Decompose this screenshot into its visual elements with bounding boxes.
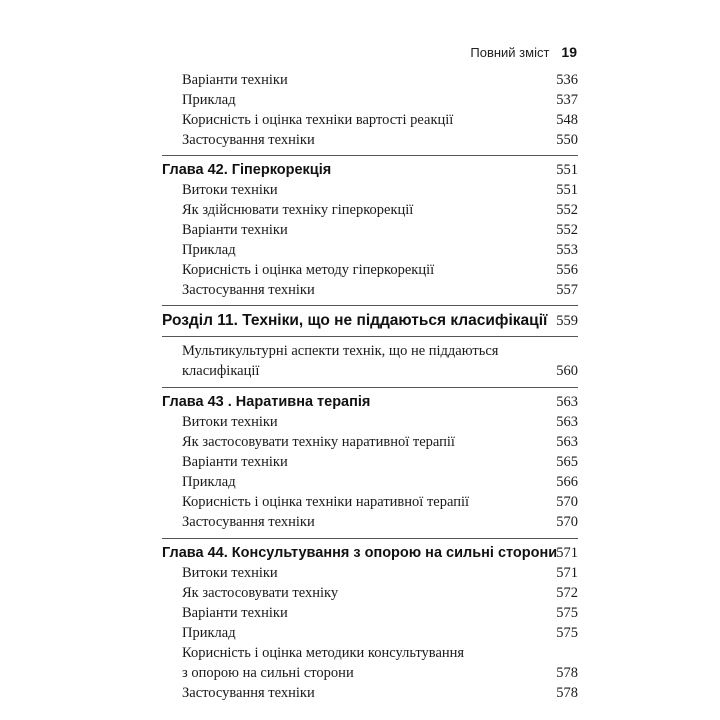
chapter-title: Глава 44. Консультування з опорою на сильні сторони <box>162 545 558 561</box>
chapter-page: 551 <box>556 162 578 178</box>
toc-entry-title: Варіанти техніки <box>182 454 288 470</box>
toc-entry-title: Варіанти техніки <box>182 605 288 621</box>
toc-entry <box>162 643 578 683</box>
toc-entry-page: 578 <box>556 665 578 681</box>
chapter-page: 571 <box>556 545 578 561</box>
chapter-heading <box>162 160 578 180</box>
toc-entry-page: 556 <box>556 262 578 278</box>
toc-entry-title: Приклад <box>182 92 236 108</box>
toc-entry <box>162 452 578 472</box>
toc-entry-title: Застосування техніки <box>182 514 315 530</box>
divider <box>162 538 578 539</box>
toc-entry-title: Корисність і оцінка методу гіперкорекції <box>182 262 435 278</box>
toc-entry <box>162 492 578 512</box>
toc-entry-title-continued: класифікації <box>182 363 260 379</box>
toc-entry-page: 537 <box>556 92 578 108</box>
toc-entry <box>162 603 578 623</box>
toc-entry <box>162 240 578 260</box>
divider <box>162 387 578 388</box>
toc-entry <box>162 412 578 432</box>
toc-entry <box>162 341 578 381</box>
toc-entry <box>162 200 578 220</box>
toc-entry-page: 563 <box>556 414 578 430</box>
toc-entry-title-continued: з опорою на сильні сторони <box>182 665 354 681</box>
toc-entry-title: Як застосовувати техніку <box>182 585 339 601</box>
toc-entry-page: 570 <box>556 494 578 510</box>
toc-entry-title: Застосування техніки <box>182 282 315 298</box>
table-of-contents <box>162 68 578 703</box>
chapter-title: Глава 42. Гіперкорекція <box>162 162 332 178</box>
toc-entry-page: 575 <box>556 605 578 621</box>
toc-entry-page: 552 <box>556 202 578 218</box>
toc-entry-page: 553 <box>556 242 578 258</box>
toc-entry-title: Приклад <box>182 474 236 490</box>
chapter-heading <box>162 392 578 412</box>
toc-entry <box>162 220 578 240</box>
chapter-heading <box>162 543 578 563</box>
toc-entry <box>162 683 578 703</box>
toc-entry <box>162 583 578 603</box>
toc-entry-title: Витоки техніки <box>182 414 278 430</box>
toc-entry-title: Корисність і оцінка методики консультування <box>182 645 465 661</box>
toc-entry-page: 570 <box>556 514 578 530</box>
toc-entry <box>162 512 578 532</box>
toc-entry <box>162 90 578 110</box>
chapter-title: Глава 43 . Наративна терапія <box>162 394 371 410</box>
running-header <box>470 42 577 62</box>
toc-entry-page: 550 <box>556 132 578 148</box>
toc-entry <box>162 472 578 492</box>
toc-entry-page: 552 <box>556 222 578 238</box>
toc-entry-title: Застосування техніки <box>182 685 315 701</box>
toc-entry-title: Варіанти техніки <box>182 72 288 88</box>
toc-entry-title: Корисність і оцінка техніки вартості реакції <box>182 112 454 128</box>
section-heading <box>162 310 578 332</box>
toc-entry-page: 560 <box>556 363 578 379</box>
toc-entry <box>162 260 578 280</box>
divider <box>162 336 578 337</box>
toc-entry-page: 566 <box>556 474 578 490</box>
toc-entry-title: Приклад <box>182 625 236 641</box>
toc-entry <box>162 130 578 150</box>
toc-entry-page: 551 <box>556 182 578 198</box>
toc-entry <box>162 110 578 130</box>
toc-entry-title: Варіанти техніки <box>182 222 288 238</box>
toc-entry-title: Корисність і оцінка техніки наративної терапії <box>182 494 470 510</box>
toc-entry <box>162 432 578 452</box>
toc-entry <box>162 563 578 583</box>
chapter-page: 563 <box>556 394 578 410</box>
toc-entry-page: 548 <box>556 112 578 128</box>
section-title: Розділ 11. Техніки, що не піддаються класифікації <box>162 312 548 329</box>
toc-entry-page: 563 <box>556 434 578 450</box>
toc-entry <box>162 70 578 90</box>
divider <box>162 305 578 306</box>
toc-entry-page: 578 <box>556 685 578 701</box>
toc-entry <box>162 180 578 200</box>
divider <box>162 155 578 156</box>
toc-entry-title: Витоки техніки <box>182 182 278 198</box>
toc-entry-page: 572 <box>556 585 578 601</box>
toc-entry-page: 565 <box>556 454 578 470</box>
toc-entry-title: Приклад <box>182 242 236 258</box>
page-number: 19 <box>561 44 577 60</box>
toc-entry <box>162 623 578 643</box>
toc-entry <box>162 280 578 300</box>
toc-entry-title: Витоки техніки <box>182 565 278 581</box>
section-page: 559 <box>556 313 578 329</box>
toc-entry-page: 536 <box>556 72 578 88</box>
toc-entry-title: Як застосовувати техніку наративної терапії <box>182 434 455 450</box>
toc-entry-page: 557 <box>556 282 578 298</box>
toc-entry-title: Мультикультурні аспекти технік, що не піддаються <box>182 343 499 359</box>
toc-entry-page: 575 <box>556 625 578 641</box>
toc-entry-page: 571 <box>556 565 578 581</box>
toc-entry-title: Як здійснювати техніку гіперкорекції <box>182 202 414 218</box>
running-header-title: Повний зміст <box>470 44 550 60</box>
toc-entry-title: Застосування техніки <box>182 132 315 148</box>
